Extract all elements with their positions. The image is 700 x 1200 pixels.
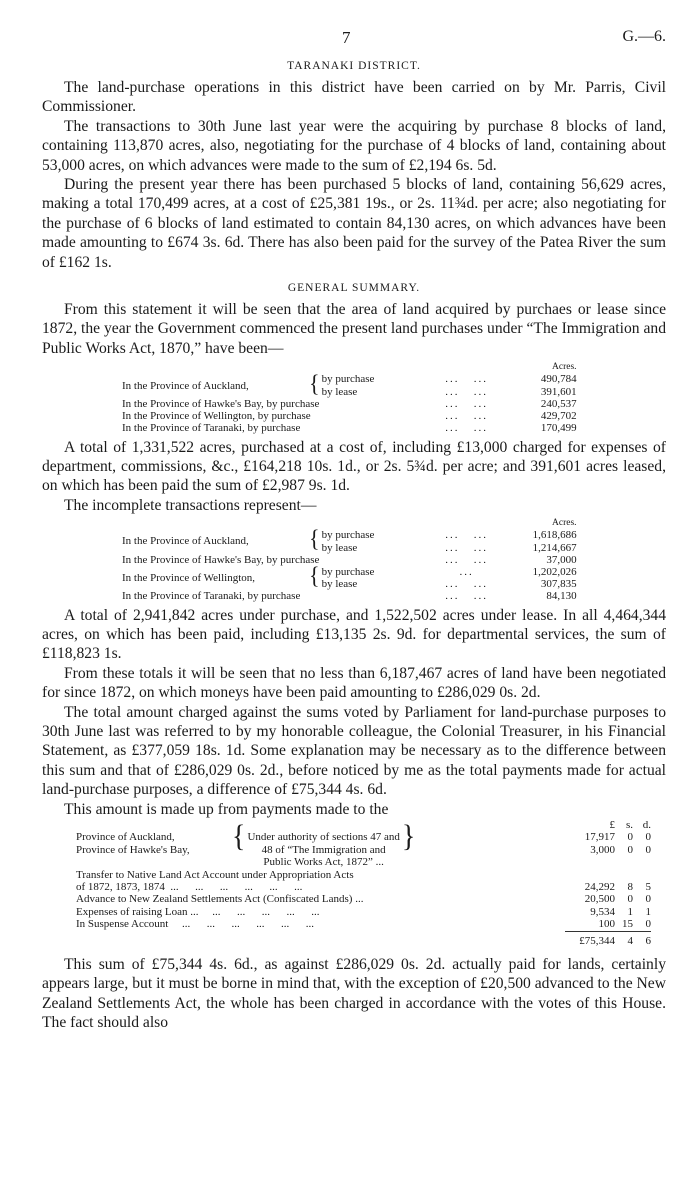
amount-pence: 0 bbox=[645, 831, 651, 844]
paragraph: A total of 1,331,522 acres, purchased at a cost of, including £13,000 charged for expenses of department, commissions, &c., £164,218 10s. 1d., or 2s. 5¾d. per acre; and 391,601 acres leased, on which has been paid the sum of £2,987 9s. 1d. bbox=[42, 438, 666, 495]
row-label: In Suspense Account ... ... ... ... ... ... bbox=[76, 918, 315, 931]
row-label: In the Province of Taranaki, by purchase bbox=[122, 422, 301, 435]
total-shillings: 4 bbox=[615, 931, 633, 947]
paragraph: From these totals it will be seen that no less than 6,187,467 acres of land have been negotiated for since 1872, on which moneys have been paid amounting to £286,029 0s. 2d. bbox=[42, 664, 666, 702]
row-label: Expenses of raising Loan ... ... ... ... ... ... bbox=[76, 905, 320, 918]
amount-pence: 5 bbox=[645, 881, 651, 894]
acres-column-header: Acres. bbox=[552, 518, 577, 529]
section-heading-taranaki: TARANAKI DISTRICT. bbox=[287, 60, 421, 72]
amount-pounds: 100 bbox=[598, 918, 615, 931]
amount-shillings: 0 bbox=[627, 843, 633, 856]
row-value: 429,702 bbox=[540, 410, 577, 423]
paragraph: During the present year there has been purchased 5 blocks of land, containing 56,629 acres, making a total 170,499 acres, at a cost of £25,381 19s., or 2s. 11¾d. per acre; also negotiating for the purchase of 6 blocks of land estimated to contain 84,130 acres, on which advances have been made amounting to £674 3s. 6d. There has also been paid for the survey of the Patea River the sum of £162 1s. bbox=[42, 176, 666, 271]
row-sublabel: by purchase bbox=[321, 565, 375, 578]
amount-pence: 0 bbox=[645, 918, 651, 931]
row-value: 240,537 bbox=[540, 397, 577, 410]
row-label: Province of Auckland, bbox=[76, 831, 175, 844]
row-sublabel: by lease bbox=[321, 385, 358, 398]
row-sublabel: by purchase bbox=[321, 373, 375, 386]
row-value: 490,784 bbox=[540, 373, 577, 386]
amount-pence: 0 bbox=[645, 893, 651, 906]
row-value: 37,000 bbox=[546, 553, 577, 566]
brace-icon: { bbox=[309, 525, 320, 553]
row-value: 307,835 bbox=[540, 578, 577, 591]
row-label: In the Province of Wellington, by purchase bbox=[122, 410, 311, 423]
page-number: 7 bbox=[342, 28, 351, 47]
total-pence: 6 bbox=[633, 931, 651, 947]
brace-icon: { bbox=[309, 369, 320, 397]
acres-column-header: Acres. bbox=[552, 362, 577, 373]
amount-pounds: 9,534 bbox=[590, 905, 615, 918]
row-label: Province of Hawke's Bay, bbox=[76, 843, 190, 856]
row-value: 1,618,686 bbox=[532, 529, 577, 542]
paragraph: A total of 2,941,842 acres under purchase, and 1,522,502 acres under lease. In all 4,464,344 acres, on which has been paid, including £13,135 2s. 9d. for departmental services, the sum of £118,823 1s. bbox=[42, 606, 666, 663]
row-label: Transfer to Native Land Act Account under Appropriation Acts bbox=[76, 868, 354, 881]
section-heading-summary: GENERAL SUMMARY. bbox=[287, 282, 421, 295]
total-pounds: £75,344 bbox=[565, 931, 615, 947]
document-page bbox=[42, 28, 666, 1033]
pounds-header: £ bbox=[609, 819, 615, 832]
row-sublabel: by purchase bbox=[321, 529, 375, 542]
page-header bbox=[42, 28, 666, 54]
paragraph: This amount is made up from payments made to the bbox=[64, 800, 389, 818]
row-label: In the Province of Hawke's Bay, by purchase bbox=[122, 553, 320, 566]
row-label: In the Province of Wellington, bbox=[122, 572, 256, 585]
row-sublabel: by lease bbox=[321, 578, 358, 591]
authority-note: { Under authority of sections 47 and 48 of “The Immigration and Public Works Act, 1872” ...} bbox=[232, 819, 416, 869]
amount-shillings: 8 bbox=[627, 881, 633, 894]
row-value: 84,130 bbox=[546, 590, 577, 603]
brace-icon: } bbox=[401, 819, 416, 854]
paragraph: This sum of £75,344 4s. 6d., as against £286,029 0s. 2d. actually paid for lands, certainly appears large, but it must be borne in mind that, with the exception of £20,500 advanced to the New Zealand Settlements Act, the whole has been charged in accordance with the votes of this House. The fact should also bbox=[42, 956, 666, 1032]
paragraph: The transactions to 30th June last year were the acquiring by purchase 8 blocks of land, containing 113,870 acres, also, negotiating for the purchase of 4 blocks of land, containing about 53,000 acres, on which advances were made to the sum of £2,194 6s. 5d. bbox=[42, 117, 666, 174]
amount-pence: 1 bbox=[645, 905, 651, 918]
amount-pounds: 17,917 bbox=[584, 831, 615, 844]
amount-shillings: 0 bbox=[627, 893, 633, 906]
row-label: In the Province of Auckland, bbox=[122, 379, 249, 392]
row-value: 1,202,026 bbox=[532, 565, 577, 578]
amount-pounds: 3,000 bbox=[590, 843, 615, 856]
shillings-header: s. bbox=[625, 819, 633, 832]
amount-shillings: 1 bbox=[627, 905, 633, 918]
row-sublabel: by lease bbox=[321, 541, 358, 554]
paragraph: The incomplete transactions represent— bbox=[64, 496, 317, 514]
row-label: Advance to New Zealand Settlements Act (Confiscated Lands) ... bbox=[76, 893, 364, 906]
payments-table bbox=[76, 819, 651, 947]
brace-icon: { bbox=[232, 819, 246, 854]
row-value: 391,601 bbox=[540, 385, 577, 398]
paragraph: The land-purchase operations in this district have been carried on by Mr. Parris, Civil Commissioner. bbox=[42, 79, 666, 116]
amount-pence: 0 bbox=[645, 843, 651, 856]
document-reference: G.—6. bbox=[622, 28, 666, 45]
row-label: of 1872, 1873, 1874 ... ... ... ... ... ... bbox=[76, 881, 303, 894]
row-label: In the Province of Hawke's Bay, by purchase bbox=[122, 397, 320, 410]
brace-icon: { bbox=[309, 561, 320, 590]
acres-acquired-table: Acres. In the Province of Auckland, { by purchase ... ... 490,784 by lease ... ... 391,601 In the Province of Hawke's Bay, by purchase ... ... 240,537 In the Province of Wellington, by purchase ... ... 429,702 In the Province of Taranaki, by purchase ... ... 170,499 bbox=[122, 361, 581, 434]
paragraph: From this statement it will be seen that the area of land acquired by purchaes or lease since 1872, the year the Government commenced the present land purchases under “The Immigration and Public Works Act, 1870,” have been— bbox=[42, 301, 666, 357]
amount-shillings: 15 bbox=[622, 918, 633, 931]
row-label: In the Province of Auckland, bbox=[122, 535, 249, 548]
row-value: 1,214,667 bbox=[532, 541, 577, 554]
amount-pounds: 20,500 bbox=[584, 893, 615, 906]
row-label: In the Province of Taranaki, by purchase bbox=[122, 590, 301, 603]
amount-pounds: 24,292 bbox=[584, 881, 615, 894]
row-value: 170,499 bbox=[540, 422, 577, 435]
amount-shillings: 0 bbox=[627, 831, 633, 844]
incomplete-transactions-table: Acres. In the Province of Auckland, { by purchase ... ... 1,618,686 by lease ... ... 1,214,667 In the Province of Hawke's Bay, by purchase ... ... 37,000 In the Province of Wellington, { by purchase ... 1,202,026 by lease ... ... 307,835 In the Province of Taranaki, by purchase ... ... 84,130 bbox=[122, 517, 581, 602]
pence-header: d. bbox=[642, 819, 651, 832]
paragraph: The total amount charged against the sums voted by Parliament for land-purchase purposes to 30th June last was referred to by my honorable colleague, the Colonial Treasurer, in his Financial Statement, as £377,059 18s. 1d. Some explanation may be necessary as to the difference between this sum and that of £286,029 0s. 2d., before noticed by me as the total payments made for actual land-purchase purposes, a difference of £75,344 4s. 6d. bbox=[42, 703, 666, 799]
